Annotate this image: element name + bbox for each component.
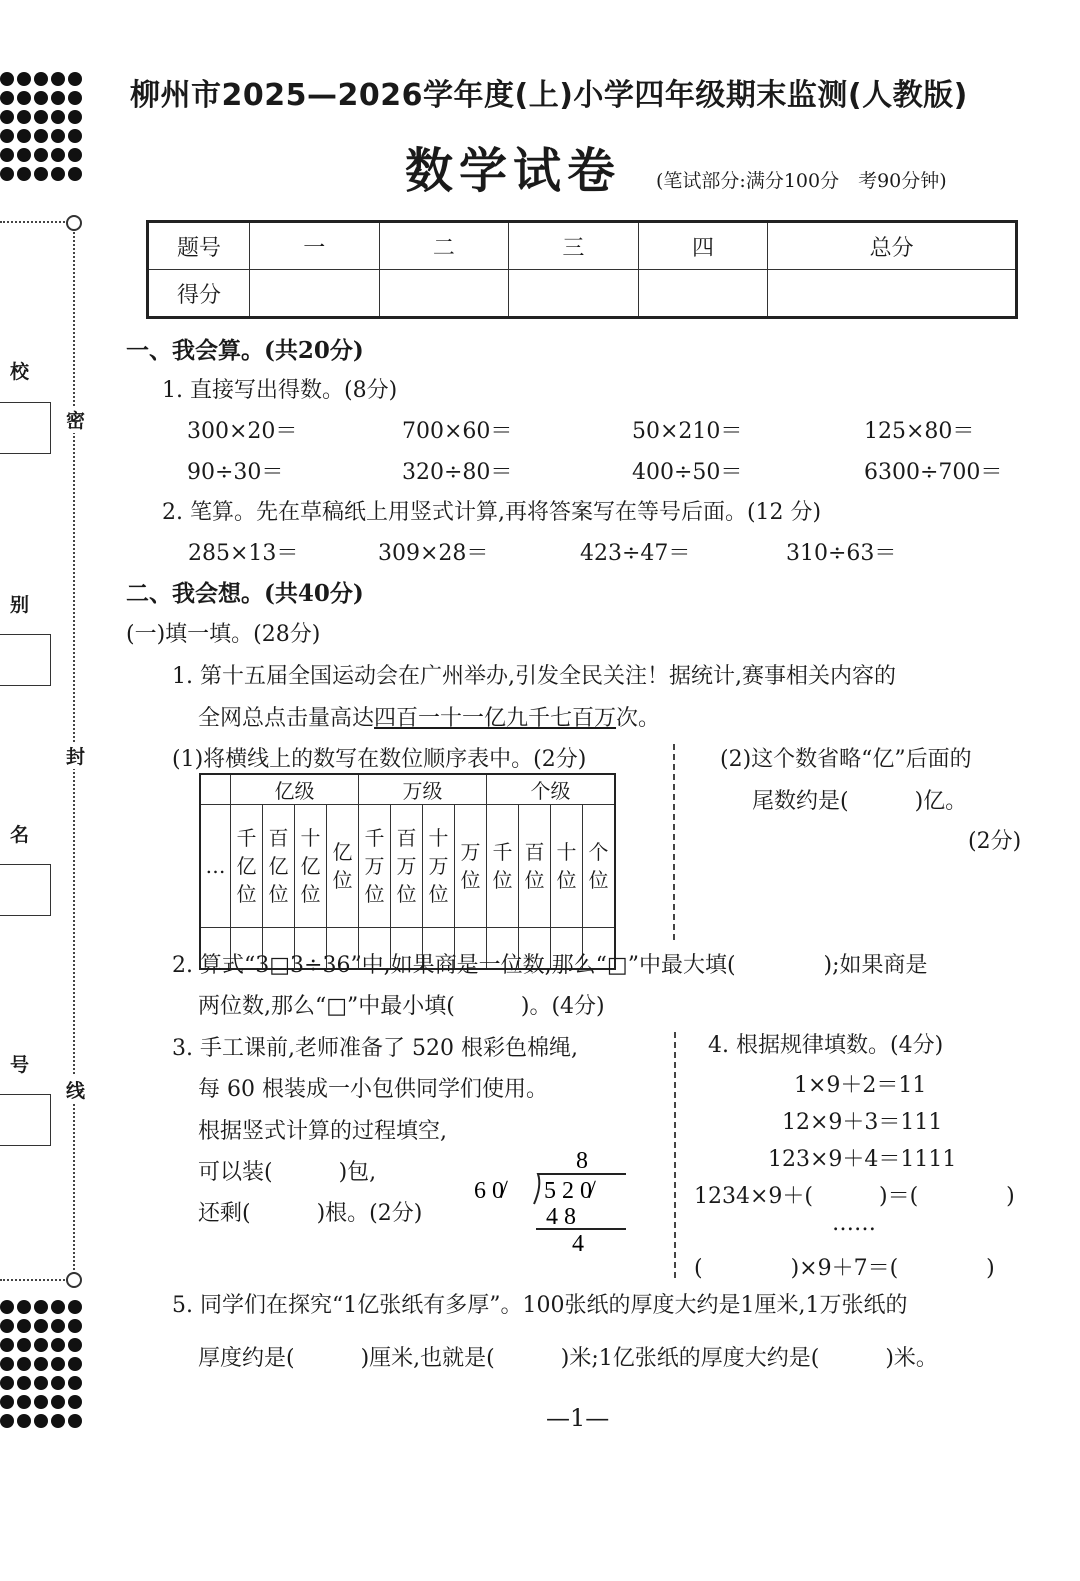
- divider-q3-q4: [674, 1032, 676, 1278]
- exam-note: (笔试部分:满分100分 考90分钟): [656, 170, 947, 192]
- s2-q3-line4: 可以装( )包,: [198, 1160, 377, 1185]
- written-calc-2: 309×28＝: [378, 541, 489, 566]
- place-level-yi: 亿级: [231, 774, 359, 805]
- s2-q1-line2: [198, 701, 660, 732]
- place-col-baiwan: 百万位: [391, 805, 423, 928]
- binding-circle-top: [66, 215, 82, 231]
- binding-dots-bottom: [0, 1300, 86, 1428]
- score-cell-1[interactable]: [250, 270, 380, 318]
- written-calc-3: 423÷47＝: [580, 541, 691, 566]
- place-col-shiwan: 十万位: [423, 805, 455, 928]
- class-label: 别: [10, 594, 30, 616]
- place-col-wan: 万位: [455, 805, 487, 928]
- oral-calc-7: 400÷50＝: [632, 460, 743, 485]
- score-cell-4[interactable]: [638, 270, 768, 318]
- long-division-diagram: [470, 1140, 640, 1260]
- place-value-table: [199, 773, 616, 970]
- place-col-bai: 百位: [519, 805, 551, 928]
- s2-q3-line2: 每 60 根装成一小包供同学们使用。: [198, 1077, 548, 1102]
- s2-q4-title: 4. 根据规律填数。(4分): [708, 1033, 944, 1058]
- score-header-1: 一: [250, 222, 380, 270]
- division-remainder: 4: [572, 1231, 584, 1257]
- s2-q5-line2: 厚度约是( )厘米,也就是( )米;1亿张纸的厚度大约是( )米。: [198, 1346, 938, 1371]
- oral-calc-5: 90÷30＝: [187, 460, 284, 485]
- oral-calc-8: 6300÷700＝: [864, 460, 1003, 485]
- score-header-total: 总分: [768, 222, 1017, 270]
- oral-calc-1: 300×20＝: [187, 419, 298, 444]
- written-calc-4: 310÷63＝: [786, 541, 897, 566]
- section1-heading: 一、我会算。(共20分): [126, 337, 364, 364]
- s2-q1-line1: 1. 第十五届全国运动会在广州举办,引发全民关注！据统计,赛事相关内容的: [172, 664, 896, 689]
- place-col-qian: 千位: [487, 805, 519, 928]
- score-header-2: 二: [379, 222, 509, 270]
- score-header-label: 题号: [148, 222, 250, 270]
- s2-q1-line2-post: 次。: [616, 706, 661, 731]
- seal-mi: 密: [66, 406, 85, 433]
- pattern-line-3: 123×9＋4＝1111: [768, 1147, 957, 1172]
- place-col-shiyi: 十亿位: [295, 805, 327, 928]
- s2-part1-title: (一)填一填。(28分): [126, 622, 321, 647]
- score-cell-2[interactable]: [379, 270, 509, 318]
- binding-dotted-bottom: [0, 1279, 73, 1281]
- pattern-line-4: 1234×9＋( )＝( ): [694, 1184, 1015, 1209]
- place-col-shi: 十位: [551, 805, 583, 928]
- place-col-qianwan: 千万位: [359, 805, 391, 928]
- score-table: [146, 220, 1018, 319]
- exam-title: 柳州市2025—2026学年度(上)小学四年级期末监测(人教版): [130, 78, 968, 113]
- pattern-line-1: 1×9＋2＝11: [794, 1073, 927, 1098]
- oral-calc-2: 700×60＝: [402, 419, 513, 444]
- number-label: 号: [10, 1054, 30, 1076]
- name-box[interactable]: [0, 864, 51, 916]
- school-box[interactable]: [0, 402, 51, 454]
- s2-q1-line2-pre: 全网总点击量高达: [198, 706, 375, 731]
- seal-xian: 线: [66, 1076, 85, 1103]
- section2-heading: 二、我会想。(共40分): [126, 580, 364, 607]
- division-quotient: 8: [576, 1148, 588, 1174]
- place-col-yi: 亿位: [327, 805, 359, 928]
- seal-feng: 封: [66, 742, 85, 769]
- oral-calc-4: 125×80＝: [864, 419, 975, 444]
- name-label: 名: [10, 824, 30, 846]
- s2-q1b-line1: (2)这个数省略“亿”后面的: [720, 747, 972, 772]
- place-level-wan: 万级: [359, 774, 487, 805]
- binding-dotted-top: [0, 221, 73, 223]
- school-label: 校: [10, 361, 30, 383]
- s2-q1a: (1)将横线上的数写在数位顺序表中。(2分): [172, 747, 587, 772]
- score-row-label: 得分: [148, 270, 250, 318]
- place-corner: [200, 774, 231, 805]
- number-box[interactable]: [0, 1094, 51, 1146]
- place-level-ge: 个级: [487, 774, 616, 805]
- s2-q1b-line2: 尾数约是( )亿。: [752, 789, 968, 814]
- s1-q1-title: 1. 直接写出得数。(8分): [162, 378, 398, 403]
- binding-dots-top: [0, 72, 86, 181]
- s2-q1-number-text: 四百一十一亿九千七百万: [374, 706, 617, 731]
- place-col-baiyi: 百亿位: [263, 805, 295, 928]
- score-cell-3[interactable]: [509, 270, 639, 318]
- s2-q3-line3: 根据竖式计算的过程填空,: [198, 1119, 447, 1144]
- s2-q1b-score: (2分): [968, 829, 1022, 854]
- binding-circle-bottom: [66, 1272, 82, 1288]
- score-cell-total[interactable]: [768, 270, 1017, 318]
- pattern-line-6: ( )×9＋7＝( ): [694, 1256, 995, 1281]
- class-box[interactable]: [0, 634, 51, 686]
- s2-q2-line2: 两位数,那么“□”中最小填( )。(4分): [198, 994, 605, 1019]
- written-calc-1: 285×13＝: [188, 541, 299, 566]
- s2-q2-line1: 2. 算式“3□3÷36”中,如果商是一位数,那么“□”中最大填( );如果商是: [172, 953, 928, 978]
- score-header-4: 四: [638, 222, 768, 270]
- place-dots: …: [200, 805, 231, 928]
- exam-subtitle: 数学试卷: [405, 143, 622, 199]
- score-header-3: 三: [509, 222, 639, 270]
- page-number: —1—: [546, 1404, 610, 1432]
- s2-q3-line5: 还剩( )根。(2分): [198, 1201, 423, 1226]
- oral-calc-3: 50×210＝: [632, 419, 743, 444]
- s2-q5-line1: 5. 同学们在探究“1亿张纸有多厚”。100张纸的厚度大约是1厘米,1万张纸的: [172, 1293, 908, 1318]
- place-col-qianyi: 千亿位: [231, 805, 263, 928]
- divider-q1: [673, 744, 675, 940]
- division-dividend: 5 2 0̸: [544, 1178, 592, 1204]
- s2-q3-line1: 3. 手工课前,老师准备了 520 根彩色棉绳,: [172, 1036, 578, 1061]
- s1-q2-title: 2. 笔算。先在草稿纸上用竖式计算,再将答案写在等号后面。(12 分): [162, 500, 822, 525]
- oral-calc-6: 320÷80＝: [402, 460, 513, 485]
- pattern-ellipsis: ……: [832, 1211, 876, 1236]
- pattern-line-2: 12×9＋3＝111: [782, 1110, 943, 1135]
- division-divisor: 6 0̸: [474, 1178, 504, 1204]
- place-col-ge: 个位: [583, 805, 616, 928]
- division-product: 4 8: [546, 1204, 576, 1230]
